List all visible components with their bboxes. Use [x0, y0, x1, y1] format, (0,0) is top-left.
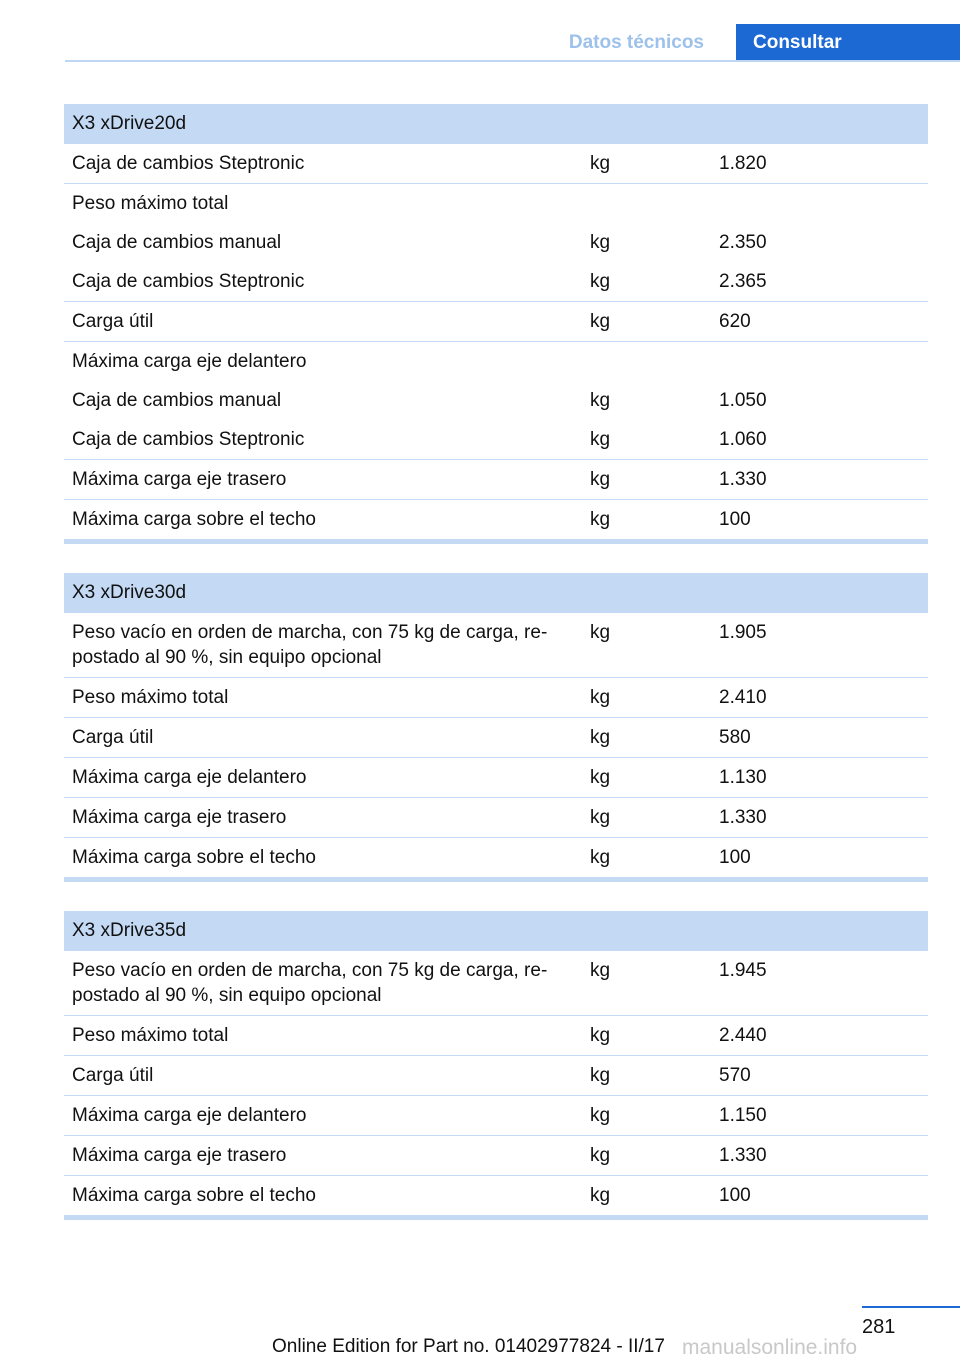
- row-label: Peso vacío en orden de marcha, con 75 kg de carga, repostado al 90 %, sin equipo opcional: [64, 951, 582, 1016]
- table-row: [64, 1136, 928, 1176]
- row-value: 570: [711, 1056, 928, 1096]
- table-row: [64, 460, 928, 500]
- table-title-row: [64, 573, 928, 613]
- table-row: [64, 342, 928, 382]
- row-unit: kg: [582, 1016, 711, 1056]
- row-value: 100: [711, 1176, 928, 1218]
- edition-text: Online Edition for Part no. 01402977824 - II/17: [272, 1336, 665, 1357]
- row-unit: kg: [582, 798, 711, 838]
- row-value: 1.330: [711, 460, 928, 500]
- row-unit: kg: [582, 420, 711, 460]
- table-row: [64, 262, 928, 302]
- row-label: Carga útil: [64, 302, 582, 342]
- row-unit: kg: [582, 460, 711, 500]
- row-label: Máxima carga eje delantero: [72, 351, 307, 372]
- footer-divider: [862, 1306, 960, 1308]
- table-title-row: [64, 911, 928, 951]
- row-value: 1.905: [711, 613, 928, 678]
- row-value: 1.330: [711, 798, 928, 838]
- page-number: 281: [862, 1316, 896, 1338]
- row-label: Máxima carga sobre el techo: [64, 500, 582, 542]
- row-unit: kg: [582, 1056, 711, 1096]
- model-title: X3 xDrive35d: [64, 911, 928, 951]
- table-row: [64, 302, 928, 342]
- row-value: 2.440: [711, 1016, 928, 1056]
- table-row: [64, 613, 928, 678]
- row-label: Carga útil: [64, 1056, 582, 1096]
- row-unit: kg: [582, 262, 711, 302]
- row-unit: kg: [590, 232, 611, 253]
- row-value: 2.350: [719, 232, 767, 253]
- row-value: 580: [711, 718, 928, 758]
- row-value: 100: [711, 838, 928, 880]
- row-label: Máxima carga eje trasero: [64, 798, 582, 838]
- row-unit: kg: [582, 144, 711, 184]
- header-divider: [65, 60, 960, 62]
- row-value: 2.365: [711, 262, 928, 302]
- spec-table-1: [64, 573, 928, 882]
- row-value: 100: [711, 500, 928, 542]
- row-label: Caja de cambios Steptronic: [64, 144, 582, 184]
- row-value: 1.150: [711, 1096, 928, 1136]
- row-label: Caja de cambios manual: [72, 232, 282, 253]
- table-row: [64, 1016, 928, 1056]
- spec-table-0: [64, 104, 928, 544]
- row-label: Máxima carga eje delantero: [64, 758, 582, 798]
- row-label: Máxima carga eje trasero: [64, 1136, 582, 1176]
- row-unit: [582, 342, 711, 382]
- table-row: [64, 500, 928, 542]
- header-section-title: Datos técnicos: [568, 32, 704, 53]
- page-header: [0, 0, 960, 62]
- watermark: manualsonline.info: [682, 1336, 858, 1359]
- model-title: X3 xDrive30d: [64, 573, 928, 613]
- table-row: [64, 678, 928, 718]
- row-value: 1.050: [719, 390, 767, 411]
- table-row: [64, 718, 928, 758]
- row-value: 2.410: [711, 678, 928, 718]
- row-unit: kg: [582, 1136, 711, 1176]
- row-unit: kg: [582, 951, 711, 1016]
- row-unit: kg: [590, 390, 611, 411]
- row-label: Máxima carga sobre el techo: [64, 1176, 582, 1218]
- row-value: 1.060: [711, 420, 928, 460]
- row-value: 1.945: [711, 951, 928, 1016]
- table-title-row: [64, 104, 928, 144]
- table-row: [64, 798, 928, 838]
- row-label: Carga útil: [64, 718, 582, 758]
- row-unit: kg: [582, 613, 711, 678]
- table-row: [64, 144, 928, 184]
- row-value: [711, 184, 928, 224]
- row-value: 1.130: [711, 758, 928, 798]
- row-label: Peso máximo total: [64, 1016, 582, 1056]
- row-label: Máxima carga sobre el techo: [64, 838, 582, 880]
- row-label: Caja de cambios manual: [72, 390, 282, 411]
- table-row: [64, 1096, 928, 1136]
- row-label: Peso máximo total: [72, 193, 229, 214]
- row-unit: [582, 184, 711, 224]
- table-row: [64, 1176, 928, 1218]
- table-row: [64, 951, 928, 1016]
- row-value: 620: [711, 302, 928, 342]
- row-unit: kg: [582, 1176, 711, 1218]
- row-unit: kg: [582, 718, 711, 758]
- header-tab-consultar[interactable]: Consultar: [736, 24, 960, 62]
- row-label: Peso vacío en orden de marcha, con 75 kg de carga, repostado al 90 %, sin equipo opcional: [64, 613, 582, 678]
- row-value: 1.820: [711, 144, 928, 184]
- row-label: Caja de cambios Steptronic: [64, 262, 582, 302]
- table-row: [64, 758, 928, 798]
- table-row: [64, 381, 928, 420]
- row-value: [711, 342, 928, 382]
- spec-table-2: [64, 911, 928, 1220]
- row-label: Peso máximo total: [64, 678, 582, 718]
- table-row: [64, 223, 928, 262]
- table-row: [64, 184, 928, 224]
- row-unit: kg: [582, 1096, 711, 1136]
- table-row: [64, 1056, 928, 1096]
- row-label: Máxima carga eje trasero: [64, 460, 582, 500]
- table-row: [64, 420, 928, 460]
- row-unit: kg: [582, 678, 711, 718]
- row-label: Máxima carga eje delantero: [64, 1096, 582, 1136]
- table-row: [64, 838, 928, 880]
- row-value: 1.330: [711, 1136, 928, 1176]
- row-unit: kg: [582, 302, 711, 342]
- row-unit: kg: [582, 838, 711, 880]
- model-title: X3 xDrive20d: [64, 104, 928, 144]
- row-label: Caja de cambios Steptronic: [64, 420, 582, 460]
- row-unit: kg: [582, 500, 711, 542]
- row-unit: kg: [582, 758, 711, 798]
